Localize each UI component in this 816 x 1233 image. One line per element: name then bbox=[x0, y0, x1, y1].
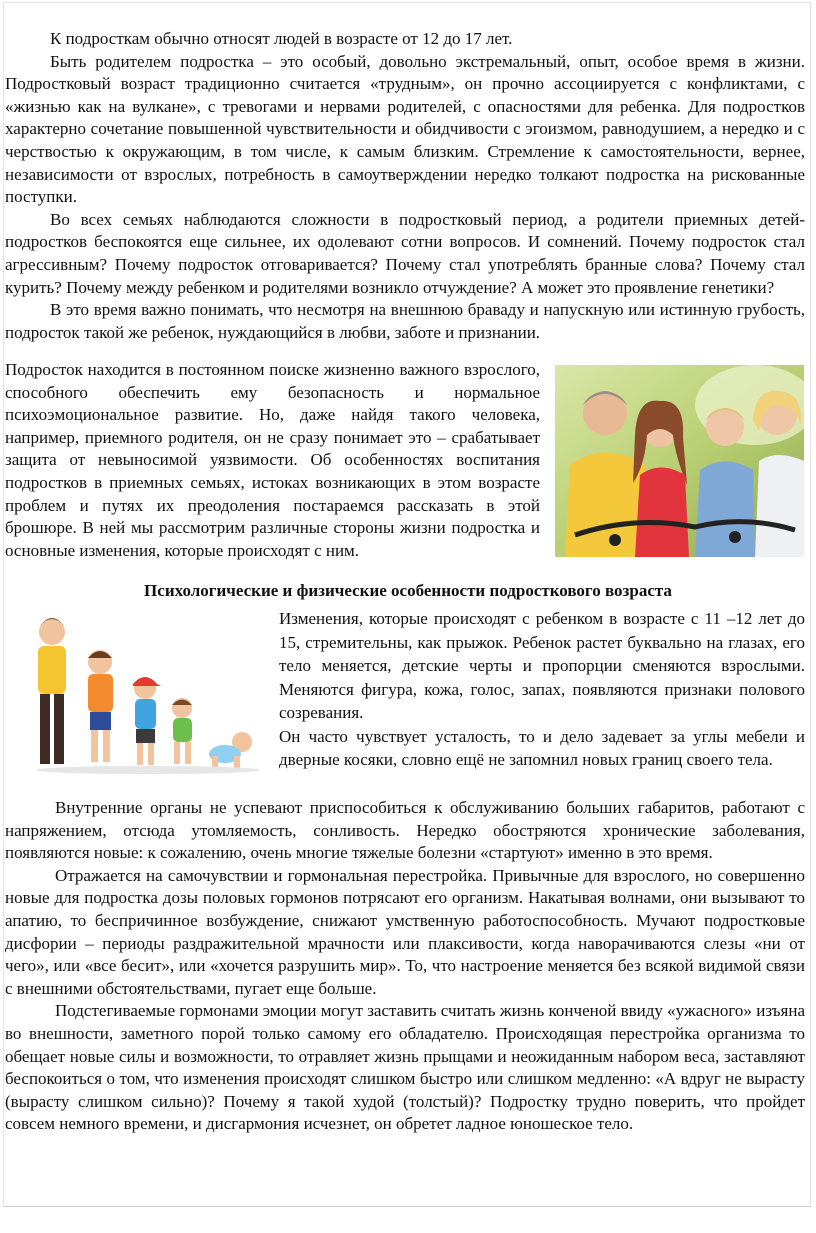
section-heading: Психологические и физические особенности подросткового возраста bbox=[144, 581, 672, 600]
intro-paragraph-4: В это время важно понимать, что несмотря на внешнюю браваду и напускную или истинную грубость, подросток такой же ребенок, нуждающийся в любви, заботе и признании. bbox=[5, 300, 805, 342]
section-paragraph-5: Подстегиваемые гормонами эмоции могут заставить считать жизнь конченой ввиду «ужасного» изъяна во внешности, заметного порой только самому его обладателю. Происходящая перестройка организма то обещает новые силы и возможности, то отравляет жизнь прыщами и неожиданным набором веса, заставляют беспокоиться о том, что изменения происходят слишком быстро или слишком медленно: «А вдруг не вырасту (вырасту слишком сильно)? Почему я такой худой (толстый)? Подростку трудно поверить, что пройдет совсем немного времени, и дисгармония исчезнет, он обретет ладное юношеское тело. bbox=[5, 1001, 805, 1134]
intro-paragraph-3: Во всех семьях наблюдаются сложности в подростковый период, а родители приемных детей-подростков беспокоятся еще сильнее, их одолевают сотни вопросов. И сомнений. Почему подросток стал агрессивным? Почему подросток отговаривается? Почему стал употреблять бранные слова? Почему стал курить? Почему между ребенком и родителями возникло отчуждение? А может это проявление генетики? bbox=[5, 209, 805, 297]
intro-paragraph-2: Быть родителем подростка – это особый, довольно экстремальный, опыт, особое время в жизни. Подростковый возраст традиционно считается «трудным», он прочно ассоциируется с конфликтами, с «жизнью как на вулкане», с тревогами и нервами родителей, с опасностями для ребенка. Для подростков характерно сочетание повышенной чувствительности и обидчивости с эгоизмом, равнодушием, а нередко и с черствостью к окружающим, в том числе, к самым близким. Стремление к самостоятельности, вернее, независимости от взрослых, потребность в самоутверждении нередко толкают подростка на рискованные поступки. bbox=[5, 51, 805, 207]
section-paragraph-3: Внутренние органы не успевают приспособиться к обслуживанию больших габаритов, работают с напряжением, отсюда утомляемость, сонливость. Нередко обостряются хронические заболевания, появляются новые: к сожалению, очень многие тяжелые болезни «стартуют» именно в это время. bbox=[5, 798, 805, 863]
section-paragraph-2: Он часто чувствует усталость, то и дело задевает за углы мебели и дверные косяки, словно ещё не запомнил новых границ своего тела. bbox=[279, 726, 805, 769]
section-paragraph-4: Отражается на самочувствии и гормональная перестройка. Привычные для взрослого, но совершенно новые для подростка дозы половых гормонов потрясают его организм. Накатывая волнами, они вызывают то апатию, то беспричинное возбуждение, снижают умственную работоспособность. Мучают подростковые дисфории – периоды раздражительной мрачности или плаксивости, когда наворачиваются слезы «ни от чего», или «все бесит», или «хочется разрушить мир». То, что настроение меняется без всякой видимой связи с внешними обстоятельствами, пугает еще больше. bbox=[5, 865, 805, 998]
growth-stages-illustration bbox=[30, 610, 265, 780]
section-text bbox=[5, 797, 805, 1136]
section-paragraph-1: Изменения, которые происходят с ребенком в возрасте с 11 –12 лет до 15, стремительны, как прыжок. Ребенок растет буквально на глазах, его тело меняется, детские черты и пропорции сменяются взрослыми. Меняются фигура, кожа, голос, запах, появляются признаки полового созревания. bbox=[279, 609, 805, 722]
intro-paragraph-4-wrap: Подросток находится в постоянном поиске жизненно важного взрослого, способного обеспечить ему безопасность и нормальное психоэмоциональное развитие. Но, даже найдя такого человека, например, приемного родителя, он не сразу понимает это – срабатывает защита от невыносимой уязвимости. Об особенностях воспитания подростков в приемных семьях, истоках возникающих в этом возрасте проблем и путях их преодоления постараемся рассказать в этой брошюре. В ней мы рассмотрим различные стороны жизни подростка и основные изменения, которые происходят с ним. bbox=[5, 360, 540, 560]
intro-paragraph-1: К подросткам обычно относят людей в возрасте от 12 до 17 лет. bbox=[50, 29, 513, 48]
intro-text bbox=[5, 28, 805, 344]
section-right-column bbox=[279, 607, 805, 772]
family-photo bbox=[555, 365, 804, 557]
